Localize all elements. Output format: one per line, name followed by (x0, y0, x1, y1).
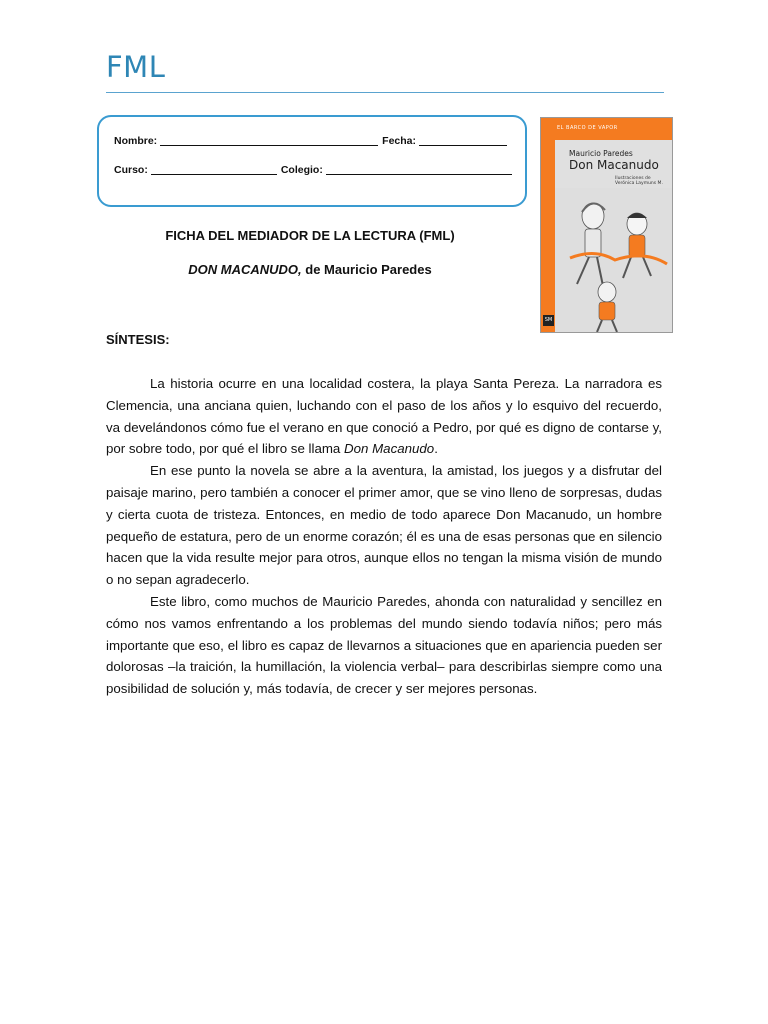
paragraph-1: La historia ocurre en una localidad costera, la playa Santa Pereza. La narradora es Clemencia, una anciana quien, luchando con el paso de los años y lo esquivo del recuerdo, va develándonos cómo fue el verano en que conoció a Pedro, por qué es digno de contarse y, por sobre todo, por qué el libro se llama Don Macanudo. (106, 376, 662, 457)
course-school-row (114, 164, 516, 176)
paragraph-3: Este libro, como muchos de Mauricio Paredes, ahonda con naturalidad y sencillez en cómo nos vamos enfrentando a los problemas del mundo siendo todavía niños; pero más importante que eso, el libro es capaz de llevarnos a situaciones que en apariencia pueden ser dolorosas –la traición, la humillación, la violencia verbal– para describirlas siempre como una posibilidad de solución y, más todavía, de crecer y ser mejores personas. (106, 593, 662, 697)
cover-illustration (555, 188, 673, 333)
school-blank[interactable] (326, 164, 512, 175)
publisher-logo: SM (543, 315, 554, 326)
cover-author: Mauricio Paredes (569, 149, 633, 158)
section-heading-synthesis: SÍNTESIS: (106, 332, 170, 347)
cover-title: Don Macanudo (569, 158, 659, 172)
book-title: DON MACANUDO, (188, 262, 302, 277)
document-header-title: FML (106, 50, 166, 84)
sheet-heading: FICHA DEL MEDIADOR DE LA LECTURA (FML) (165, 228, 455, 243)
course-blank[interactable] (151, 164, 277, 175)
school-label: Colegio: (280, 164, 323, 176)
course-label: Curso: (114, 164, 148, 176)
book-title-line (0, 262, 620, 277)
cover-series-label: EL BARCO DE VAPOR (557, 125, 618, 131)
date-label: Fecha: (382, 135, 417, 147)
date-blank[interactable] (419, 135, 507, 146)
name-blank[interactable] (160, 135, 378, 146)
student-info-box (97, 115, 527, 207)
book-cover-image (540, 117, 673, 333)
name-label: Nombre: (114, 135, 158, 147)
paragraph-2: En ese punto la novela se abre a la aventura, la amistad, los juegos y a disfrutar del paisaje marino, pero también a conocer el primer amor, que se vino lleno de sorpresas, dudas y cierta cuota de tristeza. Entonces, en medio de todo aparece Don Macanudo, un hombre pequeño de estatura, pero de un enorme corazón; él es una de esas personas que en silencio hacen que la vida resulte mejor para otros, aunque ellos no tengan la misma visión de mundo o no sepan agradecerlo. (106, 463, 662, 588)
header-divider (106, 92, 664, 93)
name-date-row (114, 135, 511, 147)
synthesis-body (106, 373, 662, 700)
book-author: de Mauricio Paredes (301, 262, 432, 277)
cover-spine (541, 118, 555, 332)
cover-illustrator: Ilustraciones de Verónica Laymuns M. (615, 176, 663, 187)
